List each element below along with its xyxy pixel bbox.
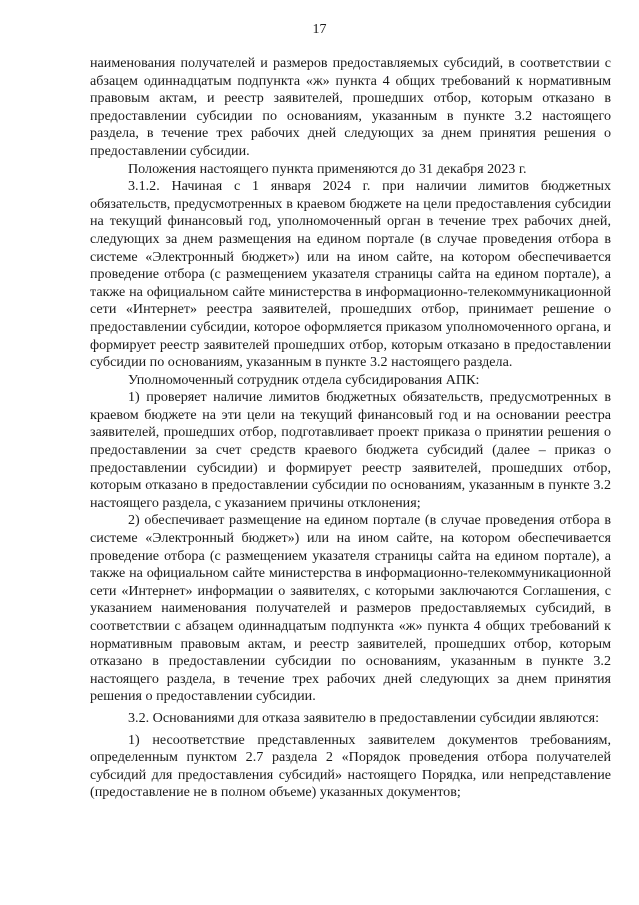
paragraph-3-1-2: 3.1.2. Начиная с 1 января 2024 г. при наличии лимитов бюджетных обязательств, предусмотренных в краевом бюджете на цели предоставления субсидии на текущий финансовый год, уполномоченный орган в течение трех рабочих дней, следующих за днем размещения на едином портале (в случае проведения отбора в системе «Электронный бюджет») или на ином сайте, на котором обеспечивается проведение отбора (с размещением указателя страницы сайта на едином портале), а также на официальном сайте министерства в информационно-телекоммуникационной сети «Интернет» реестра заявителей, прошедших отбор, принимает решение о предоставлении субсидии, которое оформляется приказом уполномоченного органа, и формирует реестр заявителей прошедших отбор, которым отказано в предоставлении субсидии по основаниям, указанным в пункте 3.2 настоящего раздела. bbox=[90, 178, 611, 371]
paragraph-continuation: наименования получателей и размеров предоставляемых субсидий, в соответствии с абзацем одиннадцатым подпункта «ж» пункта 4 общих требований к нормативным правовым актам, и реестр заявителей, прошедших отбор, которым отказано в предоставлении субсидии по основаниям, указанным в пункте 3.2 настоящего раздела, в течение трех рабочих дней следующих за днем принятия решения о предоставлении субсидии. bbox=[90, 55, 611, 159]
page-number: 17 bbox=[312, 22, 327, 37]
paragraph-item-1-verifies: 1) проверяет наличие лимитов бюджетных обязательств, предусмотренных в краевом бюджете на эти цели на текущий финансовый год и на основании реестра заявителей, прошедших отбор, подготавливает проект приказа о принятии решения о предоставлении за счет средств краевого бюджета субсидий (далее – приказ о предоставлении субсидии) и формирует реестр заявителей, прошедших отбор, которым отказано в предоставлении субсидии по основаниям, указанным в пункте 3.2 настоящего раздела, с указанием причины отклонения; bbox=[90, 389, 611, 511]
paragraph-3-2-refusal-grounds: 3.2. Основаниями для отказа заявителю в предоставлении субсидии являются: bbox=[128, 709, 600, 726]
paragraph-authorized-employee: Уполномоченный сотрудник отдела субсидирования АПК: bbox=[128, 371, 480, 388]
paragraph-item-2-publishes: 2) обеспечивает размещение на едином портале (в случае проведения отбора в системе «Электронный бюджет») или на ином сайте, на котором обеспечивается проведение отбора (с размещением указателя страницы сайта на едином портале), а также на официальном сайте министерства в информационно-телекоммуникационной сети «Интернет» информации о заявителях, с которыми заключаются Соглашения, с указанием наименования получателей и размеров предоставляемых субсидий, в соответствии с абзацем одиннадцатым подпункта «ж» пункта 4 общих требований к нормативным правовым актам, и реестр заявителей, прошедших отбор, которым отказано в предоставлении субсидии по основаниям, указанным в пункте 3.2 настоящего раздела, в течение трех рабочих дней следующих за днем принятия решения о предоставлении субсидии. bbox=[90, 512, 611, 705]
paragraph-refusal-ground-1: 1) несоответствие представленных заявителем документов требованиям, определенным пунктом 2.7 раздела 2 «Порядок проведения отбора получателей субсидий для предоставления субсидий» настоящего Порядка, или непредставление (предоставление не в полном объеме) указанных документов; bbox=[90, 731, 611, 801]
paragraph-applicability: Положения настоящего пункта применяются до 31 декабря 2023 г. bbox=[128, 160, 527, 177]
document-body bbox=[90, 55, 611, 802]
